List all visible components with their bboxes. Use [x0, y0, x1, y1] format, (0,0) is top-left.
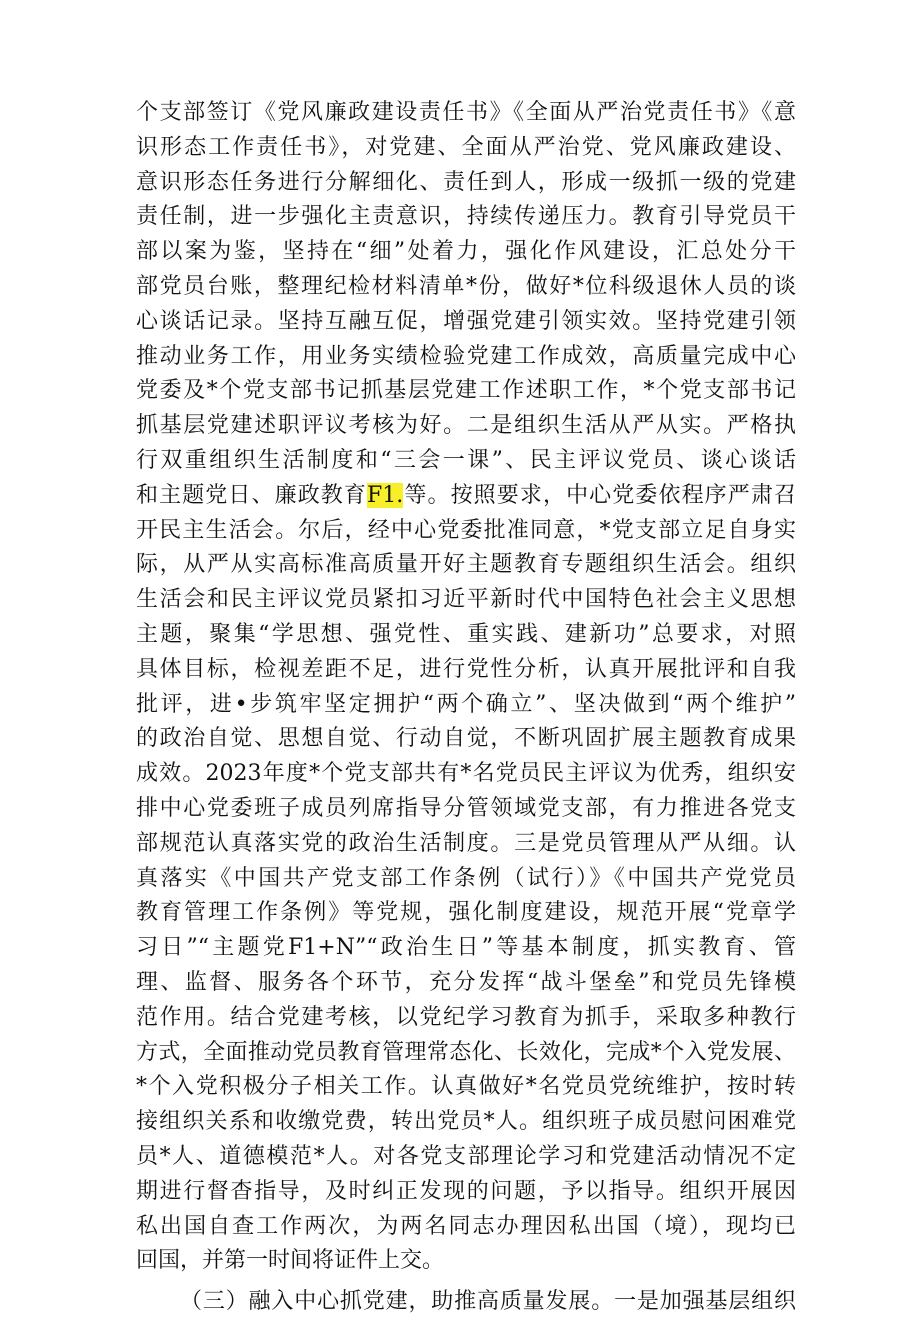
body-paragraph [136, 96, 796, 1279]
text-line: 识形态工作责任书》，对党建、全面从严治党、党风廉政建设、 [136, 134, 796, 160]
text-line: 主题，聚集“学思想、强党性、重实践、建新功”总要求，对照 [136, 621, 796, 647]
text-line: 员*人、道德模范*人。对各党支部理论学习和党建活动情况不定 [136, 1143, 796, 1169]
text-line: 批评，进•步筑牢坚定拥护“两个确立”、坚决做到“两个维护” [136, 691, 796, 717]
text-line: 生活会和民主评议党员紧扣习近平新时代中国特色社会主义思想 [136, 587, 796, 613]
text-line: 党委及*个党支部书记抓基层党建工作述职工作，*个党支部书记 [136, 378, 796, 404]
text-line: 推动业务工作，用业务实绩检验党建工作成效，高质量完成中心 [136, 343, 796, 369]
text-line: 个支部签订《党风廉政建设责任书》《全面从严治党责任书》《意 [136, 100, 796, 125]
line-text-after: 等。按照要求，中心党委依程序严肃召 [403, 482, 796, 508]
text-line: 方式，全面推动党员教育管理常态化、长效化，完成*个入党发展、 [136, 1039, 796, 1065]
text-line: 范作用。结合党建考核，以党纪学习教育为抓手，采取多种教行 [136, 1004, 796, 1030]
document-page [136, 96, 796, 1320]
text-line: 回国，并第一时间将证件上交。 [136, 1248, 445, 1274]
text-line: 具体目标，检视差距不足，进行党性分析，认真开展批评和自我 [136, 656, 796, 682]
section-heading-paragraph [136, 1285, 796, 1320]
text-line: 接组织关系和收缴党费，转出党员*人。组织班子成员慰问困难党 [136, 1109, 796, 1135]
text-line: 理、监督、服务各个环节，充分发挥“战斗堡垒”和党员先锋模 [136, 969, 796, 995]
text-line: 开民主生活会。尔后，经中心党委批准同意，*党支部立足自身实 [136, 517, 796, 543]
text-line: 的政治自觉、思想自觉、行动自觉，不断巩固扩展主题教育成果 [136, 726, 796, 752]
text-line: 排中心党委班子成员列席指导分管领域党支部，有力推进各党支 [136, 795, 796, 821]
text-line: 意识形态任务进行分解细化、责任到人，形成一级抓一级的党建 [136, 169, 796, 195]
text-line: 际，从严从实高标准高质量开好主题教育专题组织生活会。组织 [136, 552, 796, 578]
text-line: 部以案为鉴，坚持在“细”处着力，强化作风建设，汇总处分干 [136, 239, 796, 265]
highlighted-text: F1. [367, 482, 404, 508]
text-line: 部规范认真落实党的政治生活制度。三是党员管理从严从细。认 [136, 830, 796, 856]
text-line: 期进行督杳指导，及时纠正发现的问题，予以指导。组织开展因 [136, 1178, 796, 1204]
text-line: 心谈话记录。坚持互融互促，增强党建引领实效。坚持党建引领 [136, 308, 796, 334]
text-line: 私出国自查工作两次，为两名同志办理因私出国（境），现均已 [136, 1213, 796, 1239]
text-line: 成效。2023年度*个党支部共有*名党员民主评议为优秀，组织安 [136, 761, 796, 787]
text-line: 习日”“主题党F1+N”“政治生日”等基本制度，抓实教育、管 [136, 935, 796, 961]
text-line: 真落实《中国共产党支部工作条例（试行）》《中国共产党党员 [136, 865, 796, 891]
text-line: *个入党积极分子相关工作。认真做好*名党员党统维护，按时转 [136, 1074, 796, 1100]
text-line: （三）融入中心抓党建，助推高质量发展。一是加强基层组织 [180, 1289, 796, 1315]
text-line: 行双重组织生活制度和“三会一课”、民主评议党员、谈心谈话 [136, 447, 796, 473]
line-text-before: 和主题党日、廉政教育 [136, 482, 368, 508]
text-line: 抓基层党建述职评议考核为好。二是组织生活从严从实。严格执 [136, 413, 796, 439]
text-line-highlighted [136, 479, 796, 514]
text-line: 责任制，进一步强化主责意识，持续传递压力。教育引导党员干 [136, 204, 796, 230]
text-line: 教育管理工作条例》等党规，强化制度建设，规范开展“党章学 [136, 900, 796, 926]
text-line: 部党员台账，整理纪检材料清单*份，做好*位科级退休人员的谈 [136, 273, 796, 299]
